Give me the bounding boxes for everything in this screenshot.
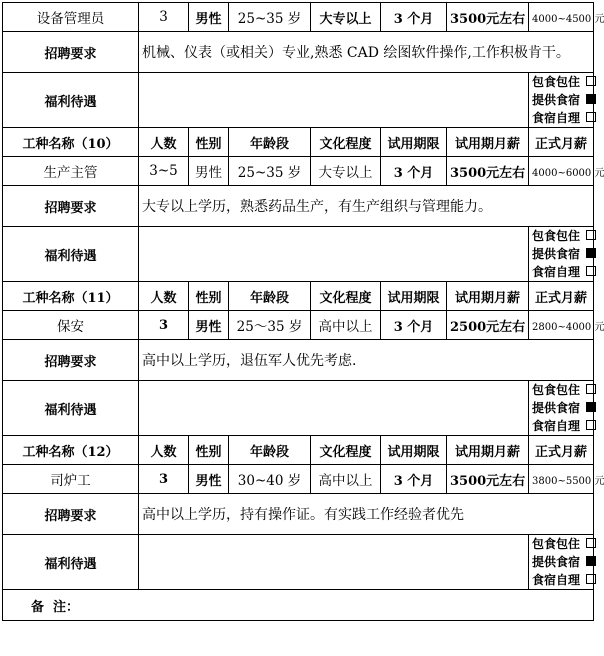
job-trial: 3 个月 bbox=[381, 465, 447, 494]
requirements-row bbox=[3, 32, 594, 73]
checkbox-filled-icon bbox=[586, 556, 596, 566]
benefit-label: 提供食宿 bbox=[532, 401, 581, 415]
requirements-text: 机械、仪表（或相关）专业,熟悉 CAD 绘图软件操作,工作积极肯干。 bbox=[139, 32, 594, 73]
checkbox-empty-icon bbox=[586, 574, 596, 584]
checkbox-empty-icon bbox=[586, 420, 596, 430]
checkbox-empty-icon bbox=[586, 384, 596, 394]
header-trial: 试用期限 bbox=[381, 282, 447, 311]
benefit-label: 包食包住 bbox=[532, 537, 581, 551]
job-education: 高中以上 bbox=[311, 465, 381, 494]
benefit-label: 食宿自理 bbox=[532, 573, 581, 587]
job-age: 30~40 岁 bbox=[229, 465, 311, 494]
requirements-label: 招聘要求 bbox=[3, 186, 139, 227]
requirements-text: 高中以上学历，退伍军人优先考虑. bbox=[139, 340, 594, 381]
job-row bbox=[3, 465, 594, 494]
job-name: 生产主管 bbox=[3, 157, 139, 186]
job-education: 大专以上 bbox=[311, 157, 381, 186]
header-formal-salary: 正式月薪 bbox=[529, 128, 594, 157]
job-trial-salary: 3500元左右 bbox=[447, 3, 529, 32]
job-row bbox=[3, 157, 594, 186]
header-count: 人数 bbox=[139, 436, 189, 465]
job-education: 高中以上 bbox=[311, 311, 381, 340]
benefit-label: 食宿自理 bbox=[532, 265, 581, 279]
header-trial: 试用期限 bbox=[381, 436, 447, 465]
requirements-label: 招聘要求 bbox=[3, 494, 139, 535]
job-trial: 3 个月 bbox=[381, 311, 447, 340]
job-formal-salary: 3800~5500 元 bbox=[529, 465, 594, 494]
job-age: 25~35 岁 bbox=[229, 3, 311, 32]
benefit-option bbox=[532, 91, 590, 109]
benefit-label: 提供食宿 bbox=[532, 93, 581, 107]
remarks-row bbox=[3, 590, 594, 621]
job-formal-salary: 4000~6000 元 bbox=[529, 157, 594, 186]
benefits-options bbox=[529, 227, 594, 282]
header-gender: 性别 bbox=[189, 128, 229, 157]
job-trial: 3 个月 bbox=[381, 3, 447, 32]
benefit-option bbox=[532, 245, 590, 263]
benefit-option bbox=[532, 73, 590, 91]
header-education: 文化程度 bbox=[311, 436, 381, 465]
header-row bbox=[3, 128, 594, 157]
header-trial-salary: 试用期月薪 bbox=[447, 128, 529, 157]
header-count: 人数 bbox=[139, 128, 189, 157]
job-trial-salary: 3500元左右 bbox=[447, 465, 529, 494]
checkbox-empty-icon bbox=[586, 266, 596, 276]
benefit-option bbox=[532, 399, 590, 417]
header-job-number: 工种名称（11） bbox=[3, 282, 139, 311]
job-trial-salary: 2500元左右 bbox=[447, 311, 529, 340]
benefit-option bbox=[532, 263, 590, 281]
requirements-row bbox=[3, 186, 594, 227]
benefit-option bbox=[532, 553, 590, 571]
header-row bbox=[3, 436, 594, 465]
benefits-row bbox=[3, 73, 594, 128]
header-trial-salary: 试用期月薪 bbox=[447, 282, 529, 311]
job-gender: 男性 bbox=[189, 311, 229, 340]
header-gender: 性别 bbox=[189, 282, 229, 311]
benefit-option bbox=[532, 381, 590, 399]
benefit-label: 食宿自理 bbox=[532, 419, 581, 433]
checkbox-filled-icon bbox=[586, 402, 596, 412]
requirements-text: 高中以上学历，持有操作证。有实践工作经验者优先 bbox=[139, 494, 594, 535]
benefit-label: 包食包住 bbox=[532, 383, 581, 397]
requirements-row bbox=[3, 340, 594, 381]
benefits-blank bbox=[139, 535, 529, 590]
header-education: 文化程度 bbox=[311, 128, 381, 157]
header-trial-salary: 试用期月薪 bbox=[447, 436, 529, 465]
requirements-label: 招聘要求 bbox=[3, 340, 139, 381]
remarks-label: 备 注： bbox=[3, 590, 594, 621]
job-education: 大专以上 bbox=[311, 3, 381, 32]
benefit-option bbox=[532, 109, 590, 127]
header-formal-salary: 正式月薪 bbox=[529, 282, 594, 311]
job-formal-salary: 2800~4000 元 bbox=[529, 311, 594, 340]
job-count: 3~5 bbox=[139, 157, 189, 186]
header-age: 年龄段 bbox=[229, 128, 311, 157]
benefit-label: 提供食宿 bbox=[532, 247, 581, 261]
job-gender: 男性 bbox=[189, 3, 229, 32]
benefit-label: 包食包住 bbox=[532, 229, 581, 243]
checkbox-empty-icon bbox=[586, 230, 596, 240]
header-age: 年龄段 bbox=[229, 436, 311, 465]
job-trial: 3 个月 bbox=[381, 157, 447, 186]
benefit-option bbox=[532, 535, 590, 553]
benefits-label: 福利待遇 bbox=[3, 381, 139, 436]
requirements-label: 招聘要求 bbox=[3, 32, 139, 73]
benefit-label: 提供食宿 bbox=[532, 555, 581, 569]
job-name: 设备管理员 bbox=[3, 3, 139, 32]
checkbox-empty-icon bbox=[586, 538, 596, 548]
job-gender: 男性 bbox=[189, 465, 229, 494]
job-name: 保安 bbox=[3, 311, 139, 340]
benefit-label: 包食包住 bbox=[532, 75, 581, 89]
job-name: 司炉工 bbox=[3, 465, 139, 494]
job-age: 25~35 岁 bbox=[229, 157, 311, 186]
benefits-blank bbox=[139, 73, 529, 128]
benefits-row bbox=[3, 227, 594, 282]
benefit-option bbox=[532, 227, 590, 245]
header-education: 文化程度 bbox=[311, 282, 381, 311]
benefits-label: 福利待遇 bbox=[3, 227, 139, 282]
header-gender: 性别 bbox=[189, 436, 229, 465]
benefits-label: 福利待遇 bbox=[3, 73, 139, 128]
job-count: 3 bbox=[139, 311, 189, 340]
header-job-number: 工种名称（10） bbox=[3, 128, 139, 157]
benefit-option bbox=[532, 417, 590, 435]
header-row bbox=[3, 282, 594, 311]
job-formal-salary: 4000~4500 元 bbox=[529, 3, 594, 32]
job-gender: 男性 bbox=[189, 157, 229, 186]
job-count: 3 bbox=[139, 465, 189, 494]
header-formal-salary: 正式月薪 bbox=[529, 436, 594, 465]
header-job-number: 工种名称（12） bbox=[3, 436, 139, 465]
benefits-row bbox=[3, 535, 594, 590]
requirements-row bbox=[3, 494, 594, 535]
benefits-options bbox=[529, 73, 594, 128]
benefits-options bbox=[529, 381, 594, 436]
benefit-label: 食宿自理 bbox=[532, 111, 581, 125]
job-count: 3 bbox=[139, 3, 189, 32]
checkbox-empty-icon bbox=[586, 76, 596, 86]
checkbox-filled-icon bbox=[586, 248, 596, 258]
job-row bbox=[3, 3, 594, 32]
header-count: 人数 bbox=[139, 282, 189, 311]
benefits-label: 福利待遇 bbox=[3, 535, 139, 590]
recruitment-table bbox=[2, 2, 604, 621]
header-age: 年龄段 bbox=[229, 282, 311, 311]
job-age: 25～35 岁 bbox=[229, 311, 311, 340]
job-row bbox=[3, 311, 594, 340]
benefits-row bbox=[3, 381, 594, 436]
checkbox-filled-icon bbox=[586, 94, 596, 104]
benefits-options bbox=[529, 535, 594, 590]
benefits-blank bbox=[139, 381, 529, 436]
header-trial: 试用期限 bbox=[381, 128, 447, 157]
checkbox-empty-icon bbox=[586, 112, 596, 122]
benefit-option bbox=[532, 571, 590, 589]
job-trial-salary: 3500元左右 bbox=[447, 157, 529, 186]
requirements-text: 大专以上学历，熟悉药品生产，有生产组织与管理能力。 bbox=[139, 186, 594, 227]
benefits-blank bbox=[139, 227, 529, 282]
